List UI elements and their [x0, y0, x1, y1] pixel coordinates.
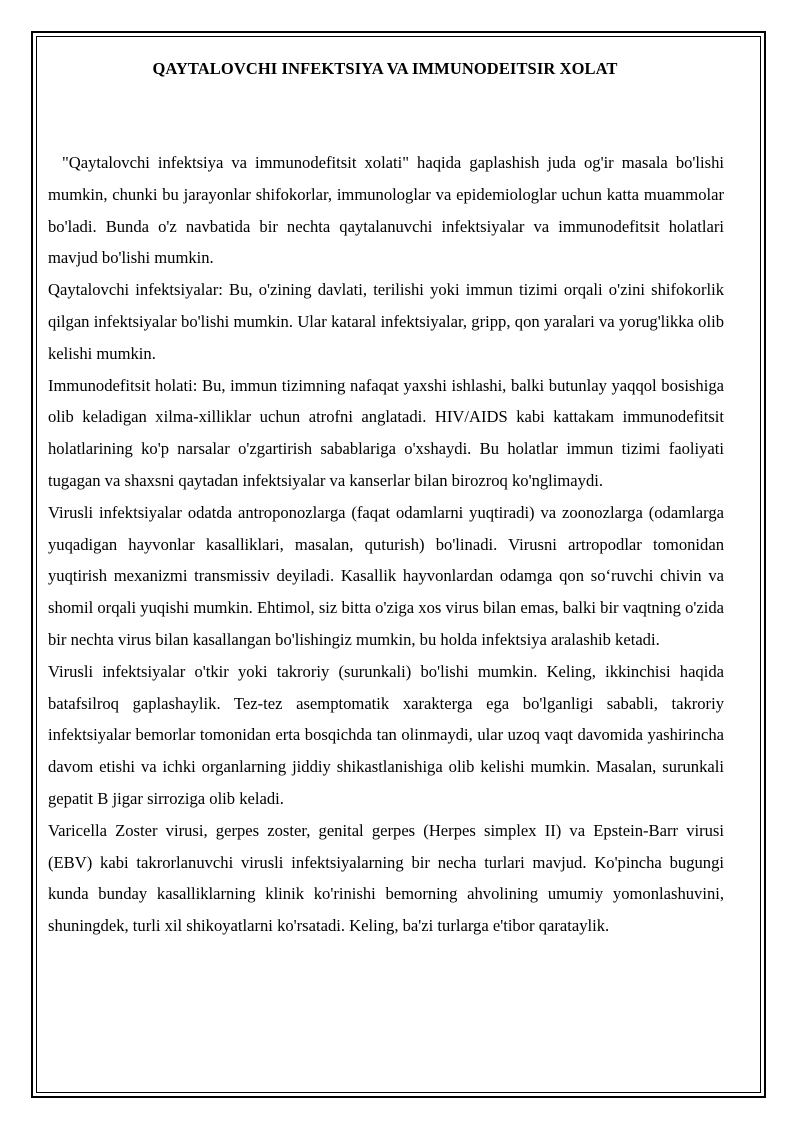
paragraph-acute-chronic: Virusli infektsiyalar o'tkir yoki takroriy (surunkali) bo'lishi mumkin. Keling, ikkinchisi haqida batafsilroq gaplashaylik. Tez-tez asemptomatik xarakterga ega bo'lganligi sababli, takroriy infektsiyalar bemorlar tomonidan erta bosqichda tan olinmaydi, ular uzoq vaqt davomida yashirincha davom etishi va ichki organlarning jiddiy shikastlanishiga olib kelishi mumkin. Masalan, surunkali gepatit B jigar sirroziga olib keladi.	[48, 661, 724, 808]
document-body	[48, 147, 724, 942]
paragraph-immunodeficiency: Immunodefitsit holati: Bu, immun tizimning nafaqat yaxshi ishlashi, balki butunlay yaqqol bosishiga olib keladigan xilma-xilliklar uchun atrofni anglatadi. HIV/AIDS kabi kattakam immunodefitsit holatlarining ko'p narsalar o'zgartirish sabablariga o'xshaydi. Bu holatlar immun tizimi faoliyati tugagan va shaxsni qaytadan infektsiyalar va kanserlar bilan birozroq ko'nglimaydi.	[48, 375, 724, 490]
paragraph-virus-types: Varicella Zoster virusi, gerpes zoster, genital gerpes (Herpes simplex II) va Epstein-Barr virusi (EBV) kabi takrorlanuvchi virusli infektsiyalarning bir necha turlari mavjud. Ko'pincha bugungi kunda bunday kasalliklarning klinik ko'rinishi bemorning ahvolining umumiy yomonlashuvini, shuningdek, turli xil shikoyatlarni ko'rsatadi. Keling, ba'zi turlarga e'tibor qarataylik.	[48, 820, 724, 936]
paragraph-viral-infections: Virusli infektsiyalar odatda antroponozlarga (faqat odamlarni yuqtiradi) va zoonozlarga (odamlarga yuqadigan hayvonlar kasalliklari, masalan, quturish) bo'linadi. Virusni artropodlar tomonidan yuqtirish mexanizmi transmissiv deyiladi. Kasallik hayvonlardan odamga qon so‘ruvchi chivin va shomil orqali yuqishi mumkin. Ehtimol, siz bitta o'ziga xos virus bilan emas, balki bir vaqtning o'zida bir nechta virus bilan kasallangan bo'lishingiz mumkin, bu holda infektsiya aralashib ketadi.	[48, 502, 724, 649]
paragraph-recurrent-infections: Qaytalovchi infektsiyalar: Bu, o'zining davlati, terilishi yoki immun tizimi orqali o'zini shifokorlik qilgan infektsiyalar bo'lishi mumkin. Ular kataral infektsiyalar, gripp, qon yaralari va yorug'likka olib kelishi mumkin.	[48, 280, 724, 363]
document-title: QAYTALOVCHI INFEKTSIYA VA IMMUNODEITSIR XOLAT	[152, 59, 618, 78]
paragraph-intro: "Qaytalovchi infektsiya va immunodefitsit xolati" haqida gaplashish juda og'ir masala bo'lishi mumkin, chunki bu jarayonlar shifokorlar, immunologlar va epidemiologlar uchun katta muammolar bo'ladi. Bunda o'z navbatida bir nechta qaytalanuvchi infektsiyalar va immunodefitsit holatlari mavjud bo'lishi mumkin.	[48, 153, 724, 268]
